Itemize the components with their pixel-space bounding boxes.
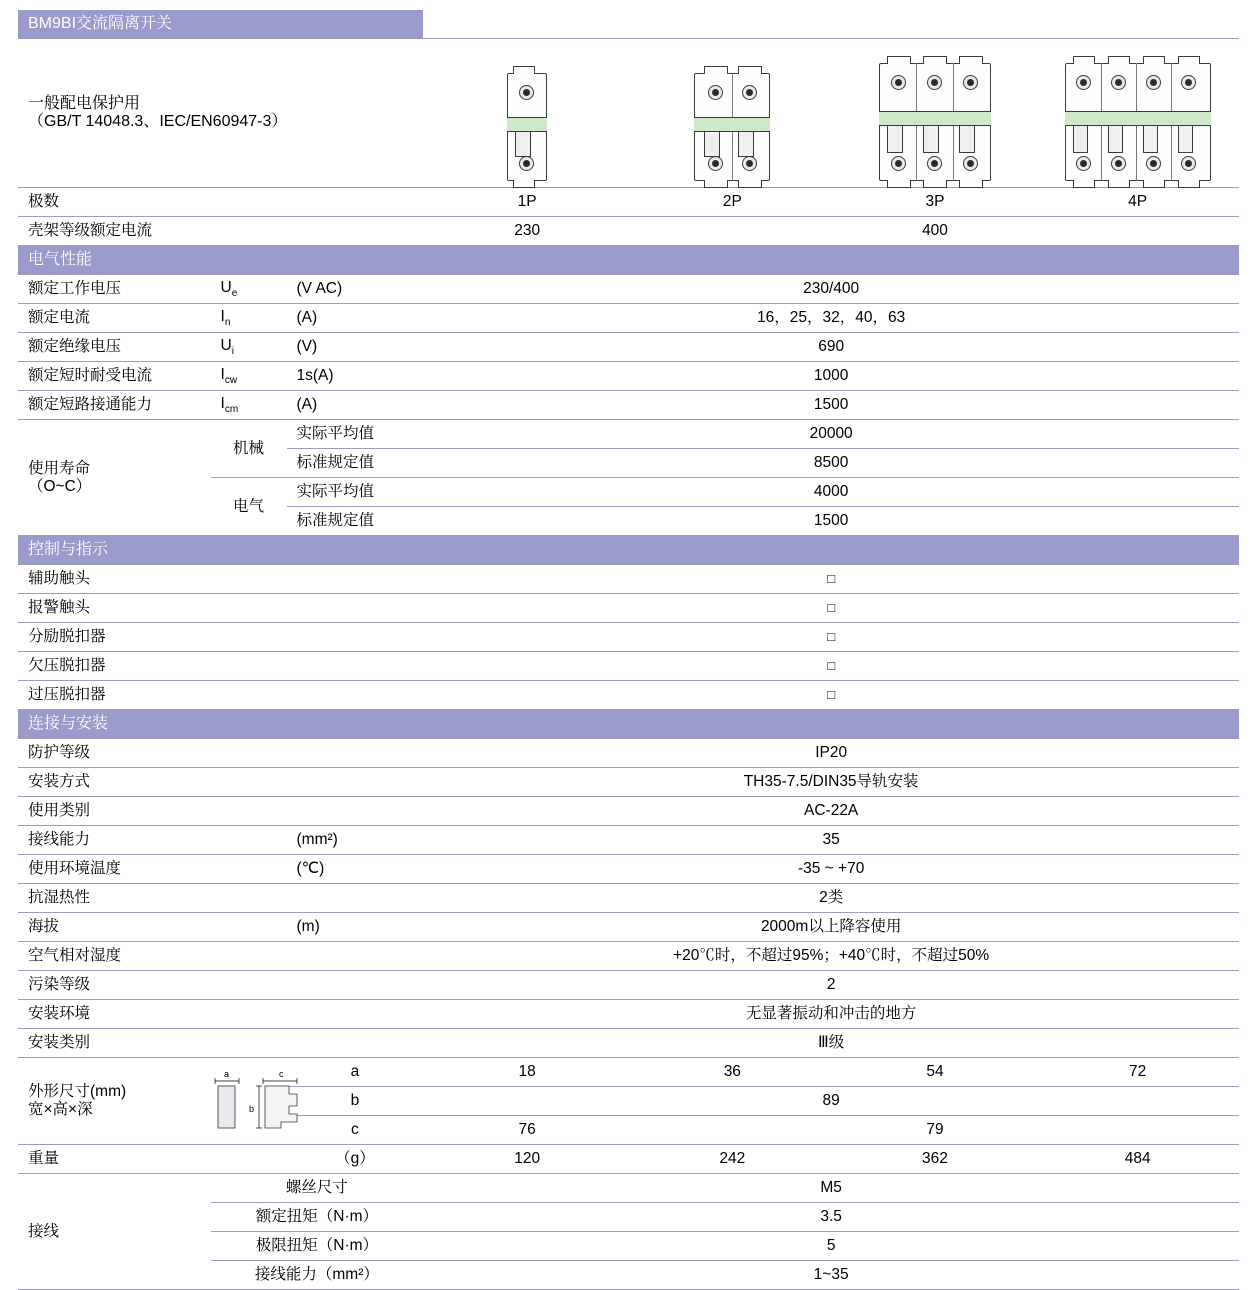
product-photo-4p — [1036, 39, 1239, 188]
ambient-temp-unit: (℃) — [287, 855, 424, 884]
dimension-a-4p: 72 — [1036, 1058, 1239, 1087]
relative-humidity-label: 空气相对湿度 — [18, 942, 287, 971]
control-row-shunt — [18, 623, 1239, 652]
subtitle-line-2: （GB/T 14048.3、IEC/EN60947-3） — [28, 113, 288, 130]
weight-2p: 242 — [631, 1145, 834, 1174]
ui-symbol: $U_i$ — [211, 333, 287, 362]
weight-label: 重量 — [18, 1145, 287, 1174]
altitude-unit: (m) — [287, 913, 424, 942]
ui-unit: (V) — [287, 333, 424, 362]
row-ui — [18, 333, 1239, 362]
dimension-c-1p: 76 — [423, 1116, 631, 1145]
product-photo-1p — [423, 39, 631, 188]
shunt-release-checkbox[interactable]: □ — [423, 623, 1239, 652]
max-torque-label: 极限扭矩（N·m） — [211, 1232, 424, 1261]
product-photo-2p — [631, 39, 834, 188]
weight-1p: 120 — [423, 1145, 631, 1174]
ip-unit — [287, 739, 424, 768]
conn-row-altitude — [18, 913, 1239, 942]
weight-row — [18, 1145, 1239, 1174]
in-unit: (A) — [287, 304, 424, 333]
svg-text:b: b — [248, 1104, 254, 1114]
pollution-degree-unit — [287, 971, 424, 1000]
install-environment-label: 安装环境 — [18, 1000, 287, 1029]
row-ue — [18, 275, 1239, 304]
humidity-resistance-unit — [287, 884, 424, 913]
wiring-capacity-unit: (mm²) — [287, 826, 424, 855]
conn-row-humidity-resist — [18, 884, 1239, 913]
install-category-value: Ⅲ级 — [423, 1029, 1239, 1058]
in-symbol: $I_n$ — [211, 304, 287, 333]
pollution-degree-value: 2 — [423, 971, 1239, 1000]
screw-size-value: M5 — [423, 1174, 1239, 1203]
ip-label: 防护等级 — [18, 739, 287, 768]
rated-torque-value: 3.5 — [423, 1203, 1239, 1232]
conn-row-mount — [18, 768, 1239, 797]
dimensions-label-line-1: 外形尺寸(mm) — [28, 1083, 127, 1101]
relative-humidity-unit — [287, 942, 424, 971]
icm-label: 额定短路接通能力 — [18, 391, 211, 420]
conn-row-environment — [18, 1000, 1239, 1029]
life-mech-actual-value: 20000 — [423, 420, 1239, 449]
life-mech-standard-value: 8500 — [423, 449, 1239, 478]
life-row-1 — [18, 420, 1239, 449]
wiring-row-1 — [18, 1174, 1239, 1203]
screw-size-label: 螺丝尺寸 — [211, 1174, 424, 1203]
frame-current-row — [18, 217, 1239, 246]
dimension-c-label: c — [287, 1116, 424, 1145]
ambient-temp-label: 使用环境温度 — [18, 855, 287, 884]
aux-contact-checkbox[interactable]: □ — [423, 565, 1239, 594]
dimension-a-label: a — [287, 1058, 424, 1087]
section-control: 控制与指示 — [18, 536, 1239, 565]
life-label-line-1: 使用寿命 — [28, 459, 91, 477]
control-row-undervoltage — [18, 652, 1239, 681]
dimensions-label-line-2: 宽×高×深 — [28, 1101, 93, 1118]
mounting-label: 安装方式 — [18, 768, 287, 797]
poles-label: 极数 — [18, 188, 423, 217]
row-icw — [18, 362, 1239, 391]
shunt-release-label: 分励脱扣器 — [18, 623, 423, 652]
section-connection-row — [18, 710, 1239, 739]
conn-row-install-category — [18, 1029, 1239, 1058]
specification-table — [18, 10, 1239, 1290]
wiring-capability-value: 1~35 — [423, 1261, 1239, 1290]
dimension-a-2p: 36 — [631, 1058, 834, 1087]
humidity-resistance-value: 2类 — [423, 884, 1239, 913]
frame-current-label: 壳架等级额定电流 — [18, 217, 423, 246]
dimension-b-value: 89 — [423, 1087, 1239, 1116]
life-elec-actual-label: 实际平均值 — [287, 478, 424, 507]
ue-symbol: $U_e$ — [211, 275, 287, 304]
wiring-label: 接线 — [18, 1174, 211, 1290]
poles-value-4p: 4P — [1036, 188, 1239, 217]
poles-value-3p: 3P — [834, 188, 1037, 217]
life-elec-standard-value: 1500 — [423, 507, 1239, 536]
overvoltage-release-checkbox[interactable]: □ — [423, 681, 1239, 710]
dimensions-row-a — [18, 1058, 1239, 1087]
utilization-label: 使用类别 — [18, 797, 287, 826]
overvoltage-release-label: 过压脱扣器 — [18, 681, 423, 710]
relative-humidity-value: +20℃时，不超过95%；+40℃时，不超过50% — [423, 942, 1239, 971]
svg-text:c: c — [278, 1069, 284, 1079]
dimension-c-rest: 79 — [631, 1116, 1239, 1145]
alarm-contact-checkbox[interactable]: □ — [423, 594, 1239, 623]
life-label-line-2: （O~C） — [28, 477, 92, 495]
ui-label: 额定绝缘电压 — [18, 333, 211, 362]
weight-3p: 362 — [834, 1145, 1037, 1174]
dimension-diagram-icon — [211, 1068, 331, 1134]
poles-row — [18, 188, 1239, 217]
weight-4p: 484 — [1036, 1145, 1239, 1174]
install-environment-value: 无显著振动和冲击的地方 — [423, 1000, 1239, 1029]
header-row — [18, 10, 1239, 39]
row-icm — [18, 391, 1239, 420]
altitude-value: 2000m以上降容使用 — [423, 913, 1239, 942]
in-label: 额定电流 — [18, 304, 211, 333]
icm-unit: (A) — [287, 391, 424, 420]
row-in — [18, 304, 1239, 333]
icw-symbol: $I_{cw}$ — [211, 362, 287, 391]
life-mech-standard-label: 标准规定值 — [287, 449, 424, 478]
max-torque-value: 5 — [423, 1232, 1239, 1261]
product-subtitle — [18, 39, 423, 188]
wiring-capacity-value: 35 — [423, 826, 1239, 855]
dimension-b-label: b — [287, 1087, 424, 1116]
header-blank — [423, 10, 1239, 39]
control-row-aux — [18, 565, 1239, 594]
aux-contact-label: 辅助触头 — [18, 565, 423, 594]
section-connection: 连接与安装 — [18, 710, 1239, 739]
dimension-a-1p: 18 — [423, 1058, 631, 1087]
icm-value: 1500 — [423, 391, 1239, 420]
in-value: 16，25，32，40，63 — [423, 304, 1239, 333]
conn-row-temp — [18, 855, 1239, 884]
pollution-degree-label: 污染等级 — [18, 971, 287, 1000]
icw-unit: 1s(A) — [287, 362, 424, 391]
conn-row-category — [18, 797, 1239, 826]
svg-text:a: a — [223, 1069, 229, 1079]
section-electrical: 电气性能 — [18, 246, 1239, 275]
life-mech-actual-label: 实际平均值 — [287, 420, 424, 449]
poles-value-1p: 1P — [423, 188, 631, 217]
utilization-unit — [287, 797, 424, 826]
dimensions-figure — [211, 1058, 287, 1145]
undervoltage-release-label: 欠压脱扣器 — [18, 652, 423, 681]
ambient-temp-value: -35 ~ +70 — [423, 855, 1239, 884]
install-environment-unit — [287, 1000, 424, 1029]
mounting-value: TH35-7.5/DIN35导轨安装 — [423, 768, 1239, 797]
life-elec-standard-label: 标准规定值 — [287, 507, 424, 536]
install-category-unit — [287, 1029, 424, 1058]
conn-row-wiring-cap — [18, 826, 1239, 855]
section-control-row — [18, 536, 1239, 565]
frame-current-1p: 230 — [423, 217, 631, 246]
ui-value: 690 — [423, 333, 1239, 362]
life-group-mechanical: 机械 — [211, 420, 287, 478]
subtitle-line-1: 一般配电保护用 — [28, 94, 141, 112]
product-title: BM9BI交流隔离开关 — [18, 10, 423, 39]
undervoltage-release-checkbox[interactable]: □ — [423, 652, 1239, 681]
wiring-capacity-label: 接线能力 — [18, 826, 287, 855]
poles-value-2p: 2P — [631, 188, 834, 217]
icm-symbol: $I_{cm}$ — [211, 391, 287, 420]
rated-torque-label: 额定扭矩（N·m） — [211, 1203, 424, 1232]
control-row-overvoltage — [18, 681, 1239, 710]
product-photo-3p — [834, 39, 1037, 188]
install-category-label: 安装类别 — [18, 1029, 287, 1058]
wiring-capability-label: 接线能力（mm²） — [211, 1261, 424, 1290]
altitude-label: 海拔 — [18, 913, 287, 942]
life-label — [18, 420, 211, 536]
ip-value: IP20 — [423, 739, 1239, 768]
product-image-row — [18, 39, 1239, 188]
section-electrical-row — [18, 246, 1239, 275]
icw-value: 1000 — [423, 362, 1239, 391]
ue-label: 额定工作电压 — [18, 275, 211, 304]
alarm-contact-label: 报警触头 — [18, 594, 423, 623]
humidity-resistance-label: 抗湿热性 — [18, 884, 287, 913]
icw-label: 额定短时耐受电流 — [18, 362, 211, 391]
life-group-electrical: 电气 — [211, 478, 287, 536]
ue-unit: (V AC) — [287, 275, 424, 304]
weight-unit: （g） — [287, 1145, 424, 1174]
life-elec-actual-value: 4000 — [423, 478, 1239, 507]
ue-value: 230/400 — [423, 275, 1239, 304]
conn-row-rel-humidity — [18, 942, 1239, 971]
dimension-a-3p: 54 — [834, 1058, 1037, 1087]
dimensions-label — [18, 1058, 211, 1145]
control-row-alarm — [18, 594, 1239, 623]
utilization-value: AC‐22A — [423, 797, 1239, 826]
conn-row-pollution — [18, 971, 1239, 1000]
conn-row-ip — [18, 739, 1239, 768]
mounting-unit — [287, 768, 424, 797]
frame-current-rest: 400 — [631, 217, 1239, 246]
